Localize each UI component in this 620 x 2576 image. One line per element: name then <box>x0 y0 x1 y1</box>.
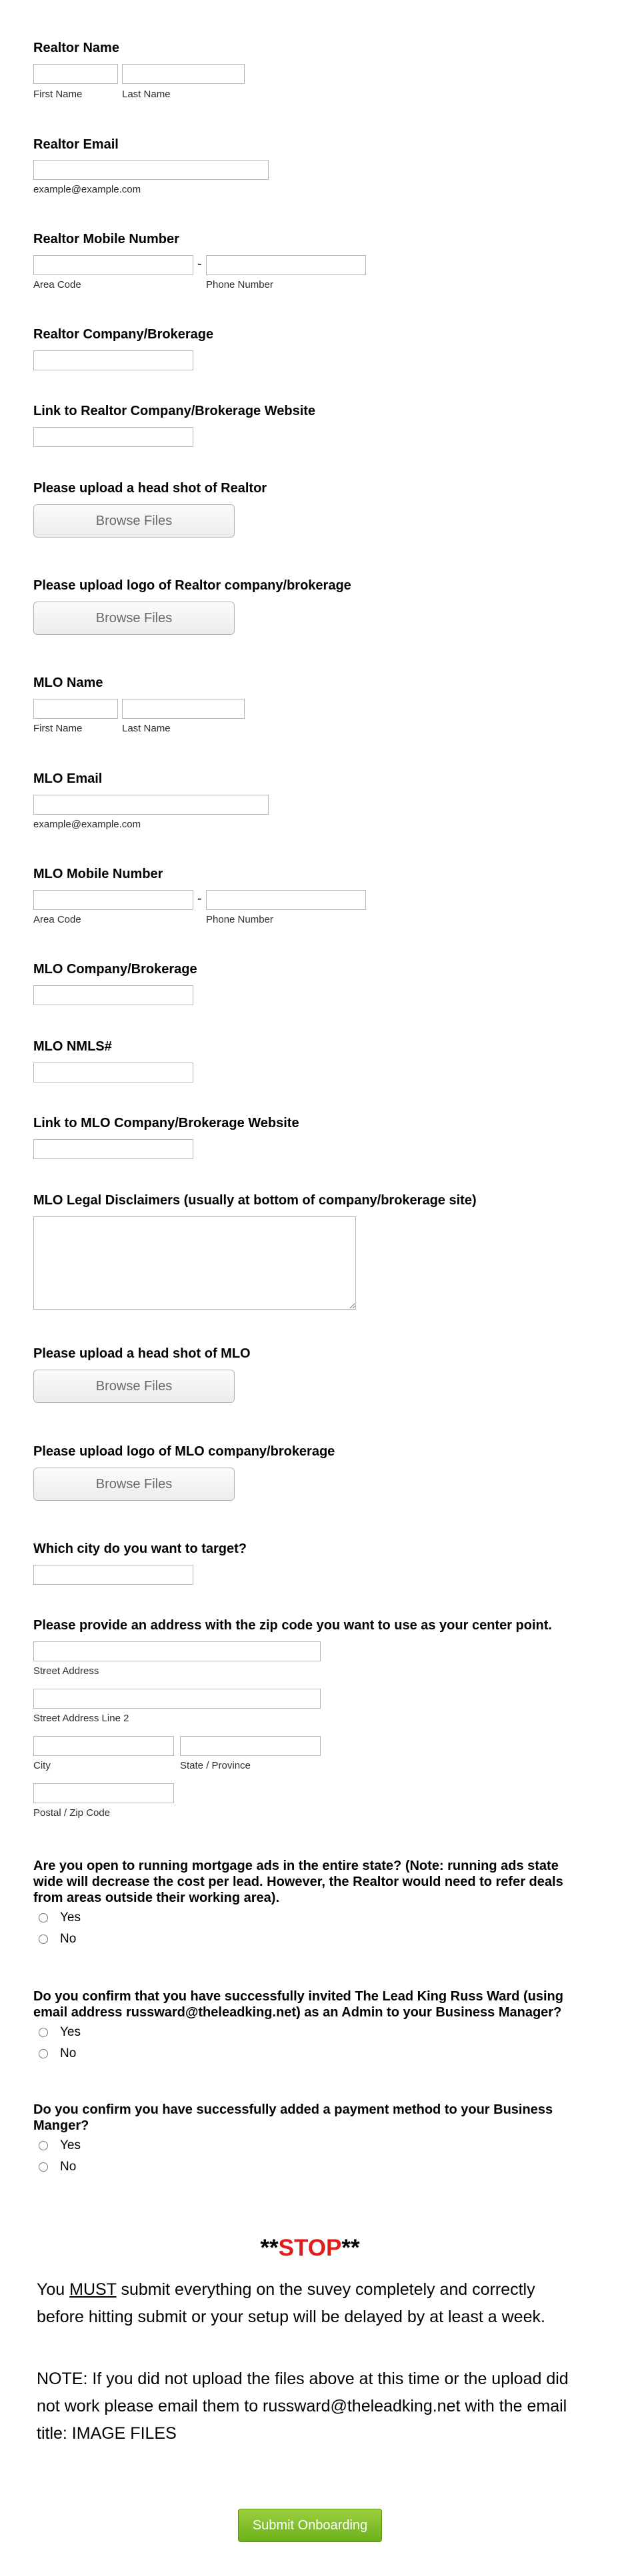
statewide-yes-label: Yes <box>60 1911 81 1925</box>
mlo-first-name-input[interactable] <box>33 699 118 719</box>
realtor-first-name-sublabel: First Name <box>33 89 83 100</box>
phone-separator: - <box>197 256 202 271</box>
payment-no-label: No <box>60 2160 77 2174</box>
statewide-question-label: Are you open to running mortgage ads in the entire state? (Note: running ads state wide will decrease the cost per lead. However, the Realtor would need to refer deals from areas outside their working area). <box>33 1859 563 1905</box>
zip-sublabel: Postal / Zip Code <box>33 1807 111 1819</box>
mlo-disclaimers-textarea[interactable] <box>33 1216 356 1310</box>
stop-heading <box>33 2235 587 2262</box>
admin-no-option[interactable] <box>39 2046 76 2061</box>
realtor-company-label: Realtor Company/Brokerage <box>33 327 214 342</box>
payment-no-option[interactable] <box>39 2160 76 2174</box>
street-address-sublabel: Street Address <box>33 1665 99 1677</box>
realtor-email-label: Realtor Email <box>33 137 119 152</box>
mlo-phone-input[interactable] <box>206 890 366 910</box>
mlo-area-code-sublabel: Area Code <box>33 914 81 925</box>
admin-question-label: Do you confirm that you have successfully invited The Lead King Russ Ward (using email address russward@theleadking.net) as an Admin to your Business Manager? <box>33 1989 563 2020</box>
mlo-headshot-browse-button[interactable]: Browse Files <box>33 1370 235 1403</box>
street-address-2-input[interactable] <box>33 1689 321 1709</box>
realtor-first-name-input[interactable] <box>33 64 118 84</box>
mlo-email-input[interactable] <box>33 795 269 815</box>
radio-button[interactable] <box>39 1934 48 1944</box>
payment-question-label: Do you confirm you have successfully added a payment method to your Business Manger? <box>33 2102 553 2133</box>
realtor-website-input[interactable] <box>33 427 193 447</box>
realtor-email-input[interactable] <box>33 160 269 180</box>
stop-p1-must: MUST <box>69 2280 117 2299</box>
mlo-mobile-label: MLO Mobile Number <box>33 867 163 881</box>
statewide-yes-option[interactable] <box>39 1911 81 1925</box>
admin-yes-option[interactable] <box>39 2025 81 2040</box>
mlo-logo-browse-button[interactable]: Browse Files <box>33 1468 235 1501</box>
mlo-nmls-label: MLO NMLS# <box>33 1039 112 1054</box>
realtor-headshot-browse-button[interactable]: Browse Files <box>33 504 235 538</box>
realtor-company-input[interactable] <box>33 350 193 370</box>
city-input[interactable] <box>33 1736 174 1756</box>
stop-stars-left: ** <box>260 2235 279 2261</box>
submit-onboarding-button[interactable]: Submit Onboarding <box>238 2509 382 2542</box>
admin-no-label: No <box>60 2046 77 2060</box>
realtor-phone-sublabel: Phone Number <box>206 279 273 290</box>
statewide-no-label: No <box>60 1932 77 1946</box>
mlo-phone-sublabel: Phone Number <box>206 914 273 925</box>
mlo-name-label: MLO Name <box>33 675 103 690</box>
state-input[interactable] <box>180 1736 321 1756</box>
mlo-last-name-input[interactable] <box>122 699 245 719</box>
realtor-area-code-sublabel: Area Code <box>33 279 81 290</box>
street-address-input[interactable] <box>33 1641 321 1661</box>
stop-word: STOP <box>278 2235 342 2261</box>
stop-p1-end: submit everything on the suvey completely and correctly before hitting submit or your setup will be delayed by at least a week. <box>37 2280 545 2326</box>
stop-paragraph-2: NOTE: If you did not upload the files above at this time or the upload did not work please email them to russward@theleadking.net with the email title: IMAGE FILES <box>37 2369 569 2443</box>
realtor-last-name-input[interactable] <box>122 64 245 84</box>
realtor-name-label: Realtor Name <box>33 41 119 55</box>
address-label: Please provide an address with the zip code you want to use as your center point. <box>33 1618 552 1633</box>
stop-paragraph-1 <box>37 2276 583 2331</box>
realtor-area-code-input[interactable] <box>33 255 193 275</box>
mlo-logo-label: Please upload logo of MLO company/brokerage <box>33 1444 335 1459</box>
stop-stars-right: ** <box>341 2235 360 2261</box>
target-city-label: Which city do you want to target? <box>33 1541 247 1556</box>
mlo-disclaimers-label: MLO Legal Disclaimers (usually at bottom of company/brokerage site) <box>33 1193 477 1208</box>
street-address-2-sublabel: Street Address Line 2 <box>33 1713 129 1724</box>
radio-button[interactable] <box>39 2049 48 2058</box>
mlo-website-input[interactable] <box>33 1139 193 1159</box>
mlo-headshot-label: Please upload a head shot of MLO <box>33 1346 251 1361</box>
realtor-logo-browse-button[interactable]: Browse Files <box>33 602 235 635</box>
mlo-email-hint: example@example.com <box>33 819 141 830</box>
mlo-first-name-sublabel: First Name <box>33 723 83 734</box>
radio-button[interactable] <box>39 2028 48 2037</box>
stop-p1-start: You <box>37 2280 70 2299</box>
mlo-email-label: MLO Email <box>33 771 103 786</box>
radio-button[interactable] <box>39 1913 48 1923</box>
target-city-input[interactable] <box>33 1565 193 1585</box>
realtor-headshot-label: Please upload a head shot of Realtor <box>33 481 267 496</box>
mlo-company-input[interactable] <box>33 985 193 1005</box>
admin-yes-label: Yes <box>60 2025 81 2039</box>
realtor-logo-label: Please upload logo of Realtor company/brokerage <box>33 578 351 593</box>
radio-button[interactable] <box>39 2141 48 2150</box>
statewide-no-option[interactable] <box>39 1932 76 1946</box>
payment-yes-label: Yes <box>60 2138 81 2152</box>
zip-input[interactable] <box>33 1783 174 1803</box>
realtor-mobile-label: Realtor Mobile Number <box>33 232 179 246</box>
realtor-phone-input[interactable] <box>206 255 366 275</box>
realtor-website-label: Link to Realtor Company/Brokerage Website <box>33 404 316 418</box>
phone-separator: - <box>197 891 202 906</box>
mlo-nmls-input[interactable] <box>33 1063 193 1082</box>
radio-button[interactable] <box>39 2162 48 2172</box>
mlo-company-label: MLO Company/Brokerage <box>33 962 197 977</box>
payment-yes-option[interactable] <box>39 2138 81 2153</box>
realtor-email-hint: example@example.com <box>33 184 141 195</box>
realtor-last-name-sublabel: Last Name <box>122 89 171 100</box>
state-sublabel: State / Province <box>180 1760 251 1771</box>
mlo-area-code-input[interactable] <box>33 890 193 910</box>
mlo-last-name-sublabel: Last Name <box>122 723 171 734</box>
city-sublabel: City <box>33 1760 51 1771</box>
mlo-website-label: Link to MLO Company/Brokerage Website <box>33 1116 299 1130</box>
